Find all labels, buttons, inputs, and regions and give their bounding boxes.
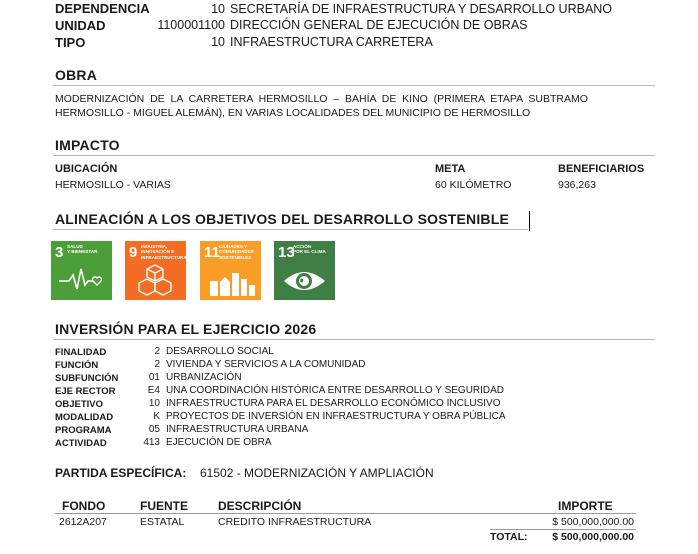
fuente-cell: ESTATAL bbox=[140, 516, 185, 528]
modalidad-label: MODALIDAD bbox=[55, 412, 114, 423]
sdg-goal-11 bbox=[200, 241, 261, 300]
objetivo-value: INFRAESTRUCTURA PARA EL DESARROLLO ECONÓMICO INCLUSIVO bbox=[166, 398, 501, 409]
dependencia-code: 10 bbox=[211, 2, 225, 16]
tipo-code: 10 bbox=[211, 35, 225, 49]
subfuncion-value: URBANIZACIÓN bbox=[166, 372, 242, 383]
sdg-goal-11-text-line: COMUNIDADES bbox=[219, 249, 254, 255]
sdg-goal-13-text-line: ACCIÓN bbox=[293, 244, 312, 249]
impacto-divider bbox=[53, 155, 655, 156]
unidad-label: UNIDAD bbox=[55, 18, 106, 33]
sdg-goal-3-text-line: Y BIENESTAR bbox=[67, 249, 98, 255]
meta-value: 60 KILÓMETRO bbox=[435, 179, 512, 191]
tipo-label: TIPO bbox=[55, 35, 86, 50]
fondo-header: FONDO bbox=[62, 499, 106, 513]
dependencia-label: DEPENDENCIA bbox=[55, 1, 150, 16]
tipo-value: INFRAESTRUCTURA CARRETERA bbox=[230, 35, 433, 49]
table-header-divider bbox=[55, 513, 636, 514]
finalidad-code: 2 bbox=[154, 346, 160, 357]
eje-rector-code: E4 bbox=[147, 385, 160, 396]
dependencia-value: SECRETARÍA DE INFRAESTRUCTURA Y DESARROLLO URBANO bbox=[230, 2, 613, 16]
sdg-goal-3 bbox=[51, 241, 112, 300]
sdg-goal-9-text-line: INNOVACIÓN E bbox=[141, 249, 175, 255]
heartbeat-icon bbox=[51, 241, 112, 300]
city-icon bbox=[200, 241, 261, 300]
sdg-goal-3-text-line: SALUD bbox=[67, 244, 83, 249]
alineacion-divider bbox=[53, 229, 528, 230]
modalidad-code: K bbox=[153, 411, 160, 422]
impacto-title: IMPACTO bbox=[55, 137, 120, 153]
funcion-label: FUNCIÓN bbox=[55, 360, 99, 371]
finalidad-value: DESARROLLO SOCIAL bbox=[166, 346, 274, 357]
obra-line-1: MODERNIZACIÓN DE LA CARRETERA HERMOSILLO – BAHÍA DE KINO (PRIMERA ETAPA SUBTRAMO bbox=[55, 93, 588, 105]
programa-value: INFRAESTRUCTURA URBANA bbox=[166, 424, 309, 435]
cubes-icon bbox=[125, 241, 186, 300]
total-label: TOTAL: bbox=[490, 531, 528, 543]
meta-label: META bbox=[435, 163, 466, 175]
funcion-value: VIVIENDA Y SERVICIOS A LA COMUNIDAD bbox=[166, 359, 366, 370]
programa-label: PROGRAMA bbox=[55, 425, 112, 436]
sdg-goal-11-text-line: SOSTENIBLES bbox=[219, 254, 252, 260]
finalidad-label: FINALIDAD bbox=[55, 347, 107, 358]
actividad-value: EJECUCIÓN DE OBRA bbox=[166, 437, 272, 448]
importe-cell: $ 500,000,000.00 bbox=[552, 516, 634, 528]
descripcion-header: DESCRIPCIÓN bbox=[218, 499, 302, 513]
sdg-goal-11-text-line: CIUDADES Y bbox=[219, 244, 248, 249]
sdg-goal-13 bbox=[274, 241, 335, 300]
sdg-goal-13-text-line: POR EL CLIMA bbox=[293, 249, 326, 255]
descripcion-cell: CREDITO INFRAESTRUCTURA bbox=[218, 516, 372, 528]
objetivo-code: 10 bbox=[148, 398, 160, 409]
eye-globe-icon bbox=[274, 241, 335, 300]
modalidad-value: PROYECTOS DE INVERSIÓN EN INFRAESTRUCTURA Y OBRA PÚBLICA bbox=[166, 411, 506, 422]
partida-label: PARTIDA ESPECÍFICA: bbox=[55, 466, 187, 480]
objetivo-label: OBJETIVO bbox=[55, 399, 104, 410]
total-divider bbox=[490, 529, 636, 530]
ubicacion-label: UBICACIÓN bbox=[55, 163, 118, 175]
partida-value: 61502 - MODERNIZACIÓN Y AMPLIACIÓN bbox=[200, 466, 434, 480]
sdg-goal-3-number: 3 bbox=[55, 244, 64, 261]
ubicacion-value: HERMOSILLO - VARIAS bbox=[55, 179, 171, 191]
unidad-code: 1100001100 bbox=[157, 18, 225, 32]
programa-code: 05 bbox=[148, 424, 160, 435]
sdg-goal-9-text-line: INDUSTRIA, bbox=[141, 244, 168, 249]
eje-rector-value: UNA COORDINACIÓN HISTÓRICA ENTRE DESARROLLO Y SEGURIDAD bbox=[166, 385, 505, 396]
eje-rector-label: EJE RECTOR bbox=[55, 386, 116, 397]
subfuncion-label: SUBFUNCIÓN bbox=[55, 373, 119, 384]
sdg-goal-9-text-line: INFRAESTRUCTURA bbox=[141, 254, 187, 260]
actividad-code: 413 bbox=[143, 437, 160, 448]
alineacion-title: ALINEACIÓN A LOS OBJETIVOS DEL DESARROLLO SOSTENIBLE bbox=[55, 211, 510, 227]
sdg-goal-13-number: 13 bbox=[278, 244, 295, 261]
inversion-title: INVERSIÓN PARA EL EJERCICIO 2026 bbox=[55, 321, 317, 337]
total-value: $ 500,000,000.00 bbox=[552, 531, 634, 543]
beneficiarios-label: BENEFICIARIOS bbox=[558, 163, 645, 175]
text-cursor bbox=[529, 211, 530, 231]
importe-header: IMPORTE bbox=[558, 499, 613, 513]
fondo-cell: 2612A207 bbox=[59, 516, 107, 528]
inversion-divider bbox=[53, 339, 655, 340]
unidad-value: DIRECCIÓN GENERAL DE EJECUCIÓN DE OBRAS bbox=[230, 18, 528, 32]
obra-line-2: HERMOSILLO - MIGUEL ALEMÁN), EN VARIAS LOCALIDADES DEL MUNICIPIO DE HERMOSILLO bbox=[55, 107, 531, 119]
sdg-goal-11-number: 11 bbox=[204, 244, 220, 261]
obra-title: OBRA bbox=[55, 67, 98, 83]
sdg-goal-9 bbox=[125, 241, 186, 300]
sdg-goal-9-number: 9 bbox=[129, 244, 138, 261]
actividad-label: ACTIVIDAD bbox=[55, 438, 107, 449]
obra-divider bbox=[53, 85, 655, 86]
fuente-header: FUENTE bbox=[140, 499, 188, 513]
funcion-code: 2 bbox=[154, 359, 160, 370]
beneficiarios-value: 936,263 bbox=[558, 179, 596, 191]
subfuncion-code: 01 bbox=[148, 372, 160, 383]
